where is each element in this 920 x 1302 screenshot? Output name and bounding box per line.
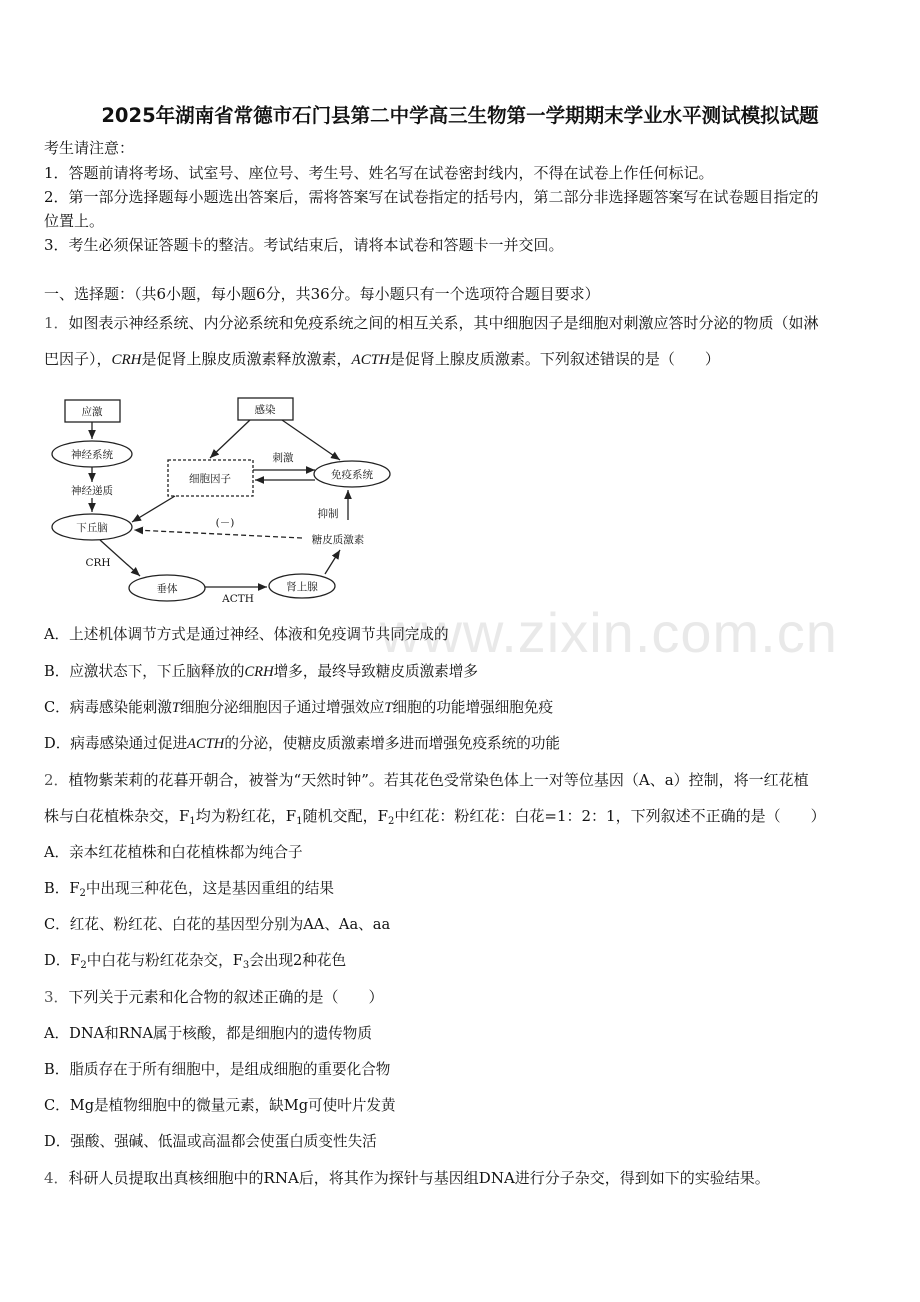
label-acth: ACTH: [222, 593, 254, 605]
page-title: 2025年湖南省常德市石门县第二中学高三生物第一学期期末学业水平测试模拟试题: [101, 104, 819, 127]
q1-stem-line1: 1．如图表示神经系统、内分泌系统和免疫系统之间的相互关系，其中细胞因子是细胞对刺激应答时分泌的物质（如淋: [44, 314, 819, 332]
q2-option-d: D．$F_2$中白花与粉红花杂交，$F_3$会出现2种花色: [44, 952, 347, 971]
q1-stem-line2: 巴因子），CRH是促肾上腺皮质激素释放激素，ACTH是促肾上腺皮质激素。下列叙述错误的是（ ）: [44, 350, 720, 368]
label-stimulate: 刺激: [272, 452, 294, 464]
label-nervous: 神经系统: [71, 449, 113, 461]
label-pituitary: 垂体: [156, 583, 178, 595]
notice-heading: 考生请注意：: [44, 139, 135, 157]
notice-item-2-cont: 位置上。: [44, 212, 105, 230]
label-neurotransmitter: 神经递质: [71, 485, 113, 497]
q3-option-c: C．Mg是植物细胞中的微量元素，缺Mg可使叶片发黄: [44, 1097, 396, 1114]
label-inhibit: 抑制: [317, 508, 339, 520]
q2-option-b: B．$F_2$中出现三种花色，这是基因重组的结果: [44, 880, 334, 899]
q2-option-a: A．亲本红花植株和白花植株都为纯合子: [44, 844, 303, 861]
notice-item-2: 2．第一部分选择题每小题选出答案后，需将答案写在试卷指定的括号内，第二部分非选择题答案写在试卷题目指定的: [44, 188, 819, 206]
q1-option-b: B．应激状态下，下丘脑释放的CRH增多，最终导致糖皮质激素增多: [44, 663, 478, 680]
q3-option-d: D．强酸、强碱、低温或高温都会使蛋白质变性失活: [44, 1133, 377, 1150]
label-stress: 应激: [81, 406, 103, 418]
q1-option-a: A．上述机体调节方式是通过神经、体液和免疫调节共同完成的: [44, 626, 449, 643]
q1-regulation-diagram: [40, 390, 400, 610]
label-cytokine: 细胞因子: [189, 473, 231, 485]
q2-option-c: C．红花、粉红花、白花的基因型分别为AA、Aa、aa: [44, 916, 391, 933]
q1-number: 1．: [44, 314, 69, 332]
q4-number: 4．: [44, 1169, 69, 1187]
q1-option-d: D．病毒感染通过促进ACTH的分泌，使糖皮质激素增多进而增强免疫系统的功能: [44, 735, 561, 752]
q1-option-c: C．病毒感染能刺激T细胞分泌细胞因子通过增强效应T细胞的功能增强细胞免疫: [44, 699, 554, 716]
label-adrenal: 肾上腺: [286, 581, 318, 593]
label-infection: 感染: [254, 404, 276, 416]
label-glucocorticoid: 糖皮质激素: [311, 534, 365, 546]
label-crh: CRH: [85, 557, 111, 569]
label-hypothalamus: 下丘脑: [76, 522, 108, 534]
notice-item-3: 3．考生必须保证答题卡的整洁。考试结束后，请将本试卷和答题卡一并交回。: [44, 236, 564, 254]
section-heading: 一、选择题：（共6小题，每小题6分，共36分。每小题只有一个选项符合题目要求）: [44, 285, 600, 303]
watermark: www.zixin.com.cn: [380, 601, 838, 664]
q3-option-b: B．脂质存在于所有细胞中，是组成细胞的重要化合物: [44, 1061, 391, 1078]
q2-stem-line2: 株与白花植株杂交，$F_1$均为粉红花，$F_1$随机交配，$F_2$中红花：粉红花：白花=1：2：1，下列叙述不正确的是（ ）: [44, 807, 826, 827]
notice-item-1: 1．答题前请将考场、试室号、座位号、考生号、姓名写在试卷密封线内，不得在试卷上作任何标记。: [44, 164, 714, 182]
label-minus: (－): [215, 517, 235, 529]
label-immune: 免疫系统: [331, 469, 373, 481]
q2-number: 2．: [44, 771, 69, 789]
q3-number: 3．: [44, 988, 69, 1006]
q3-option-a: A．DNA和RNA属于核酸，都是细胞内的遗传物质: [44, 1025, 372, 1042]
q4-stem: 4．科研人员提取出真核细胞中的RNA后，将其作为探针与基因组DNA进行分子杂交，得到如下的实验结果。: [44, 1169, 770, 1187]
q3-stem: 3．下列关于元素和化合物的叙述正确的是（ ）: [44, 988, 384, 1006]
q2-stem-line1: 2．植物紫茉莉的花暮开朝合，被誉为“天然时钟”。若其花色受常染色体上一对等位基因（A、a）控制，将一红花植: [44, 771, 809, 789]
